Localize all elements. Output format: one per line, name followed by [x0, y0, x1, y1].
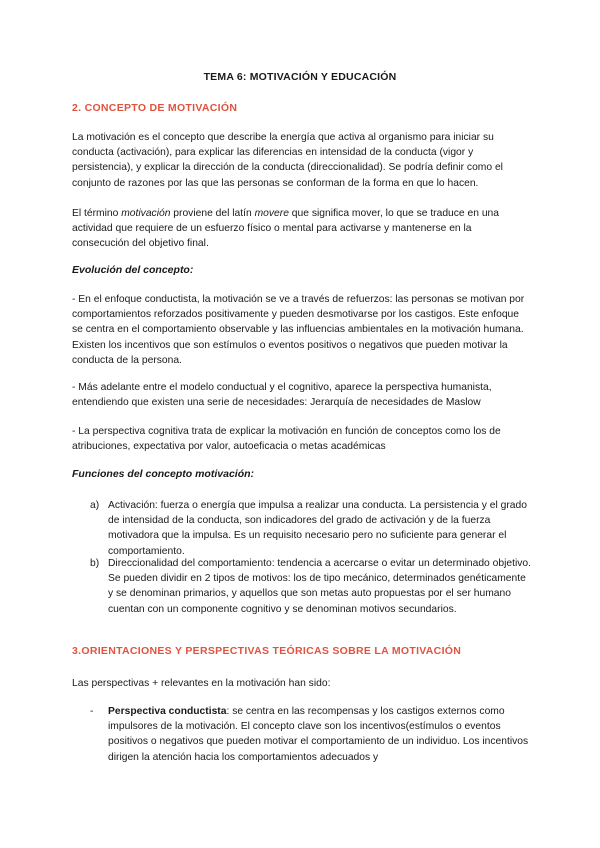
subheading-evolucion: Evolución del concepto: — [72, 264, 194, 276]
list-marker-dash: - — [90, 706, 94, 717]
list-item-direccionalidad: Direccionalidad del comportamiento: tendencia a acercarse o evitar un determinado objetivo. Se pueden dividir en 2 tipos de motivos: los de tipo mecánico, determinados genéticamente y se denominan primarios, y aquellos que son metas auto propuestas por el ser humano cuentan con un componente cognitivo y se denominan motivos secundarios. — [108, 558, 531, 615]
list-item-perspectiva-conductista — [108, 704, 532, 765]
paragraph-evolution-cognitiva: - La perspectiva cognitiva trata de explicar la motivación en función de conceptos como los de atribuciones, expectativa por valor, autoeficacia o metas académicas — [72, 426, 501, 453]
paragraph-evolution-humanista: - Más adelante entre el modelo conductual y el cognitivo, aparece la perspectiva humanista, entendiendo que existen una serie de necesidades: Jerarquía de necesidades de Maslow — [72, 382, 492, 409]
term-movere: movere — [254, 208, 289, 219]
etymology-text-middle: proviene del latín — [170, 208, 255, 219]
paragraph-etymology — [72, 206, 530, 252]
etymology-text-after: que significa mover, lo que se traduce en una actividad que requiere de un esfuerzo físico o mental para activarse y mantenerse en la consecución del objetivo final. — [72, 208, 500, 250]
paragraph-perspectivas-intro: Las perspectivas + relevantes en la motivación han sido: — [72, 678, 331, 689]
section-heading-concepto: 2. CONCEPTO DE MOTIVACIÓN — [72, 102, 238, 114]
list-marker-b: b) — [90, 558, 100, 569]
paragraph-evolution-conductista: - En el enfoque conductista, la motivación se ve a través de refuerzos: las personas se motivan por comportamientos reforzados positivamente y pueden desmotivarse por los castigos. Este enfoque se centra en el comportamiento observable y las influencias ambientales en la motivación humana. Existen los incentivos que son estímulos o eventos positivos o negativos que pueden motivar la conducta de la persona. — [72, 294, 525, 366]
term-perspectiva-conductista: Perspectiva conductista — [108, 706, 227, 717]
subheading-funciones: Funciones del concepto motivación: — [72, 468, 255, 480]
list-marker-a: a) — [90, 500, 100, 511]
document-title: TEMA 6: MOTIVACIÓN Y EDUCACIÓN — [203, 71, 397, 83]
list-item-activacion: Activación: fuerza o energía que impulsa a realizar una conducta. La persistencia y el grado de intensidad de la conducta, son indicadores del grado de activación y de la fuerza motivadora que la impulsa. Es un requisito necesario pero no suficiente para generar el comportamiento. — [108, 500, 527, 557]
section-heading-orientaciones: 3.ORIENTACIONES Y PERSPECTIVAS TEÓRICAS SOBRE LA MOTIVACIÓN — [72, 645, 462, 657]
etymology-text-before: El término — [72, 208, 122, 219]
paragraph-definition: La motivación es el concepto que describe la energía que activa al organismo para iniciar su conducta (activación), para explicar las diferencias en intensidad de la conducta (vigor y persistencia), y explicar la dirección de la conducta (direccionalidad). Se podría definir como el conjunto de razones por las que las personas se conforman de la forma en que lo hacen. — [72, 132, 503, 189]
term-motivacion: motivación — [121, 208, 171, 219]
perspectiva-conductista-text: : se centra en las recompensas y los castigos externos como impulsores de la motivación. El concepto clave son los incentivos(estímulos o eventos positivos o negativos que pueden motivar el comportamiento de un individuo. Los incentivos dirigen la atención hacia los comportamientos adecuados y — [108, 706, 529, 763]
